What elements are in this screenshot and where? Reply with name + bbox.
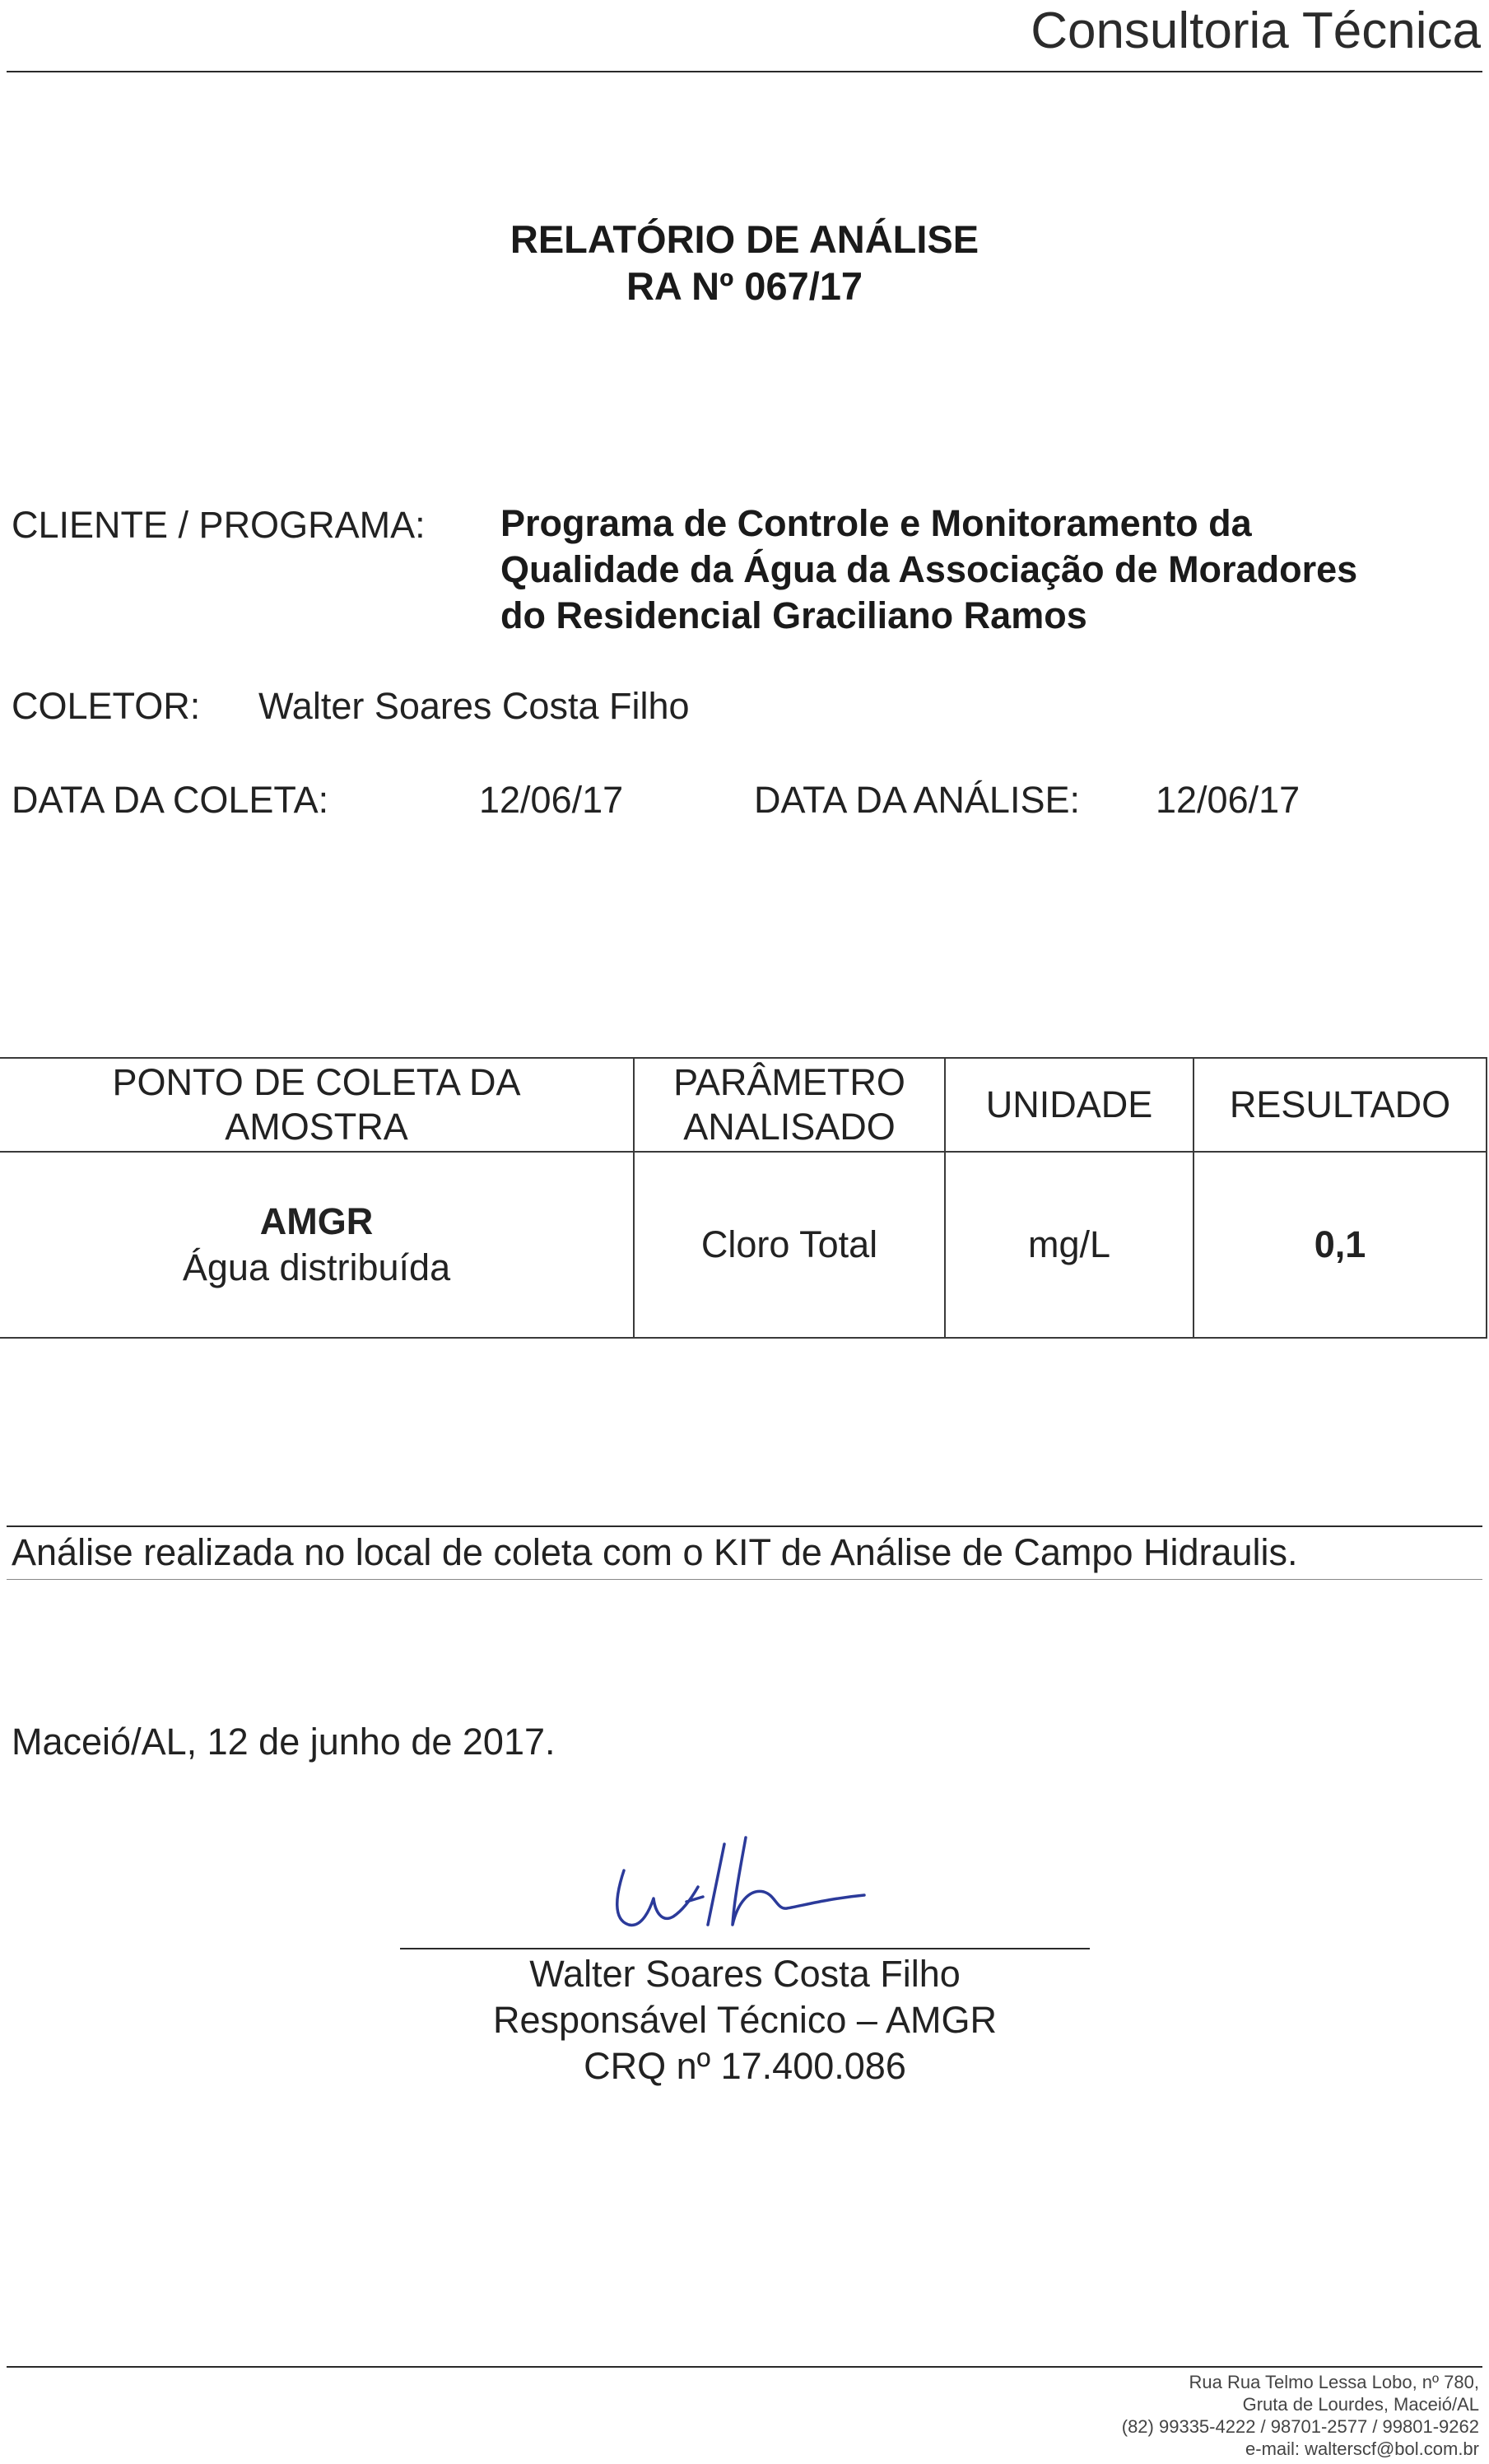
column-header-result: RESULTADO (1194, 1058, 1487, 1152)
result-cell: 0,1 (1194, 1152, 1487, 1338)
footer-contact (1122, 2371, 1479, 2460)
footer-divider (7, 2366, 1482, 2368)
client-line: Programa de Controle e Monitoramento da (500, 502, 1252, 544)
header-divider (7, 71, 1482, 72)
sample-point-cell (0, 1152, 634, 1338)
footer-district-line: Gruta de Lourdes, Maceió/AL (1242, 2394, 1479, 2415)
client-label: CLIENTE / PROGRAMA: (12, 504, 426, 546)
place-date: Maceió/AL, 12 de junho de 2017. (12, 1721, 556, 1763)
note-divider-top (7, 1525, 1482, 1527)
unit-cell: mg/L (945, 1152, 1194, 1338)
client-value (500, 501, 1480, 639)
analysis-date-label: DATA DA ANÁLISE: (754, 779, 1080, 821)
sample-point-description: Água distribuída (182, 1246, 451, 1288)
collection-date-label: DATA DA COLETA: (12, 779, 329, 821)
footer-phone-line: (82) 99335-4222 / 98701-2577 / 99801-9262 (1121, 2416, 1479, 2437)
table-row (0, 1152, 1487, 1338)
report-title: RELATÓRIO DE ANÁLISE (510, 217, 979, 261)
report-title-block (0, 216, 1489, 310)
column-header-unit: UNIDADE (945, 1058, 1194, 1152)
header-line: PARÂMETRO (673, 1061, 905, 1103)
client-line: Qualidade da Água da Associação de Moradores (500, 548, 1358, 590)
results-table (0, 1057, 1487, 1339)
footer-address-line: Rua Rua Telmo Lessa Lobo, nº 780, (1189, 2372, 1479, 2392)
parameter-cell: Cloro Total (634, 1152, 945, 1338)
collection-date-value: 12/06/17 (479, 779, 624, 821)
signatory-name: Walter Soares Costa Filho (529, 1953, 961, 1995)
column-header-sample-point (0, 1058, 634, 1152)
table-header-row (0, 1058, 1487, 1152)
header-line: ANALISADO (683, 1106, 896, 1148)
report-number: RA Nº 067/17 (626, 264, 863, 308)
signatory-block (400, 1951, 1090, 2089)
footer-email-line: e-mail: walterscf@bol.com.br (1245, 2438, 1479, 2459)
collector-value: Walter Soares Costa Filho (258, 685, 690, 727)
sample-point-code: AMGR (259, 1200, 374, 1242)
client-line: do Residencial Graciliano Ramos (500, 594, 1087, 636)
analysis-date-value: 12/06/17 (1156, 779, 1301, 821)
header-line: AMOSTRA (225, 1106, 408, 1148)
signatory-role: Responsável Técnico – AMGR (493, 1999, 997, 2041)
header-line: PONTO DE COLETA DA (112, 1061, 521, 1103)
column-header-parameter (634, 1058, 945, 1152)
brand-name: Consultoria Técnica (1031, 2, 1481, 59)
handwritten-signature (601, 1819, 897, 1951)
collector-label: COLETOR: (12, 685, 201, 727)
analysis-note: Análise realizada no local de coleta com o KIT de Análise de Campo Hidraulis. (12, 1531, 1298, 1573)
note-divider-bottom (7, 1579, 1482, 1580)
signatory-registration: CRQ nº 17.400.086 (584, 2045, 906, 2087)
signature-line (400, 1948, 1090, 1949)
